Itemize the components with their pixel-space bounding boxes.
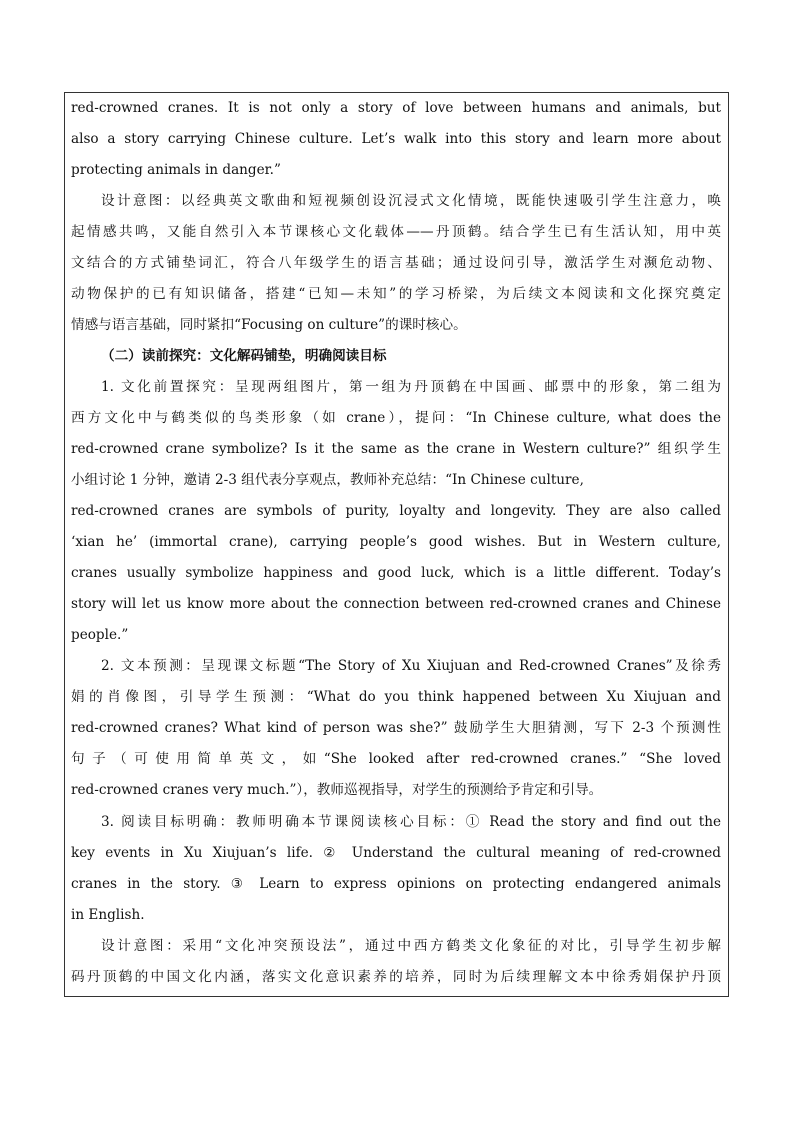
- text-line: red-crowned cranes very much.”），教师巡视指导，对学生的预测给予肯定和引导。: [71, 782, 603, 798]
- text-line: protecting animals in danger.”: [71, 162, 281, 178]
- text-line: red-crowned cranes. It is not only a story of love between humans and animals, but: [71, 100, 721, 116]
- text-line: 3. 阅读目标明确：教师明确本节课阅读核心目标：① Read the story and find out the: [101, 814, 721, 830]
- text-line: 小组讨论 1 分钟，邀请 2-3 组代表分享观点，教师补充总结：“In Chinese culture,: [71, 472, 584, 488]
- text-line: story will let us know more about the connection between red-crowned cranes and Chinese: [71, 596, 721, 612]
- text-line: also a story carrying Chinese culture. Let’s walk into this story and learn more about: [71, 131, 721, 147]
- text-line: key events in Xu Xiujuan’s life. ② Understand the cultural meaning of red-crowned: [71, 845, 721, 861]
- text-line: 设计意图：以经典英文歌曲和短视频创设沉浸式文化情境，既能快速吸引学生注意力，唤: [101, 193, 721, 209]
- text-line: （二）读前探究：文化解码铺垫，明确阅读目标: [101, 348, 387, 364]
- text-line: 娟的肖像图，引导学生预测：“What do you think happened between Xu Xiujuan and: [71, 689, 721, 705]
- text-line: 动物保护的已有知识储备，搭建“已知—未知”的学习桥梁，为后续文本阅读和文化探究奠定: [71, 286, 721, 302]
- text-line: 情感与语言基础，同时紧扣“Focusing on culture”的课时核心。: [71, 317, 467, 333]
- text-line: red-crowned crane symbolize? Is it the same as the crane in Western culture?” 组织学生: [71, 441, 721, 457]
- text-line: ‘xian he’ (immortal crane), carrying people’s good wishes. But in Western culture,: [71, 534, 721, 550]
- text-line: 码丹顶鹤的中国文化内涵，落实文化意识素养的培养，同时为后续理解文本中徐秀娟保护丹顶: [71, 969, 721, 985]
- text-line: in English.: [71, 907, 145, 923]
- text-line: red-crowned cranes? What kind of person was she?” 鼓励学生大胆猜测，写下 2-3 个预测性: [71, 720, 721, 736]
- text-line: red-crowned cranes are symbols of purity, loyalty and longevity. They are also called: [71, 503, 721, 519]
- text-line: cranes in the story. ③ Learn to express opinions on protecting endangered animals: [71, 876, 721, 892]
- text-line: cranes usually symbolize happiness and good luck, which is a little different. Today’s: [71, 565, 721, 581]
- text-line: 2. 文本预测：呈现课文标题“The Story of Xu Xiujuan and Red-crowned Cranes”及徐秀: [101, 658, 721, 674]
- text-line: people.”: [71, 627, 129, 643]
- text-line: 文结合的方式铺垫词汇，符合八年级学生的语言基础；通过设问引导，激活学生对濒危动物、: [71, 255, 721, 271]
- text-line: 西方文化中与鹤类似的鸟类形象（如 crane），提问：“In Chinese culture, what does the: [71, 410, 721, 426]
- text-line: 1. 文化前置探究：呈现两组图片，第一组为丹顶鹤在中国画、邮票中的形象，第二组为: [101, 379, 721, 395]
- text-line: 句子（可使用简单英文，如“She looked after red-crowned cranes.” “She loved: [71, 751, 721, 767]
- text-line: 设计意图：采用“文化冲突预设法”，通过中西方鹤类文化象征的对比，引导学生初步解: [101, 938, 721, 954]
- text-line: 起情感共鸣，又能自然引入本节课核心文化载体——丹顶鹤。结合学生已有生活认知，用中英: [71, 224, 721, 240]
